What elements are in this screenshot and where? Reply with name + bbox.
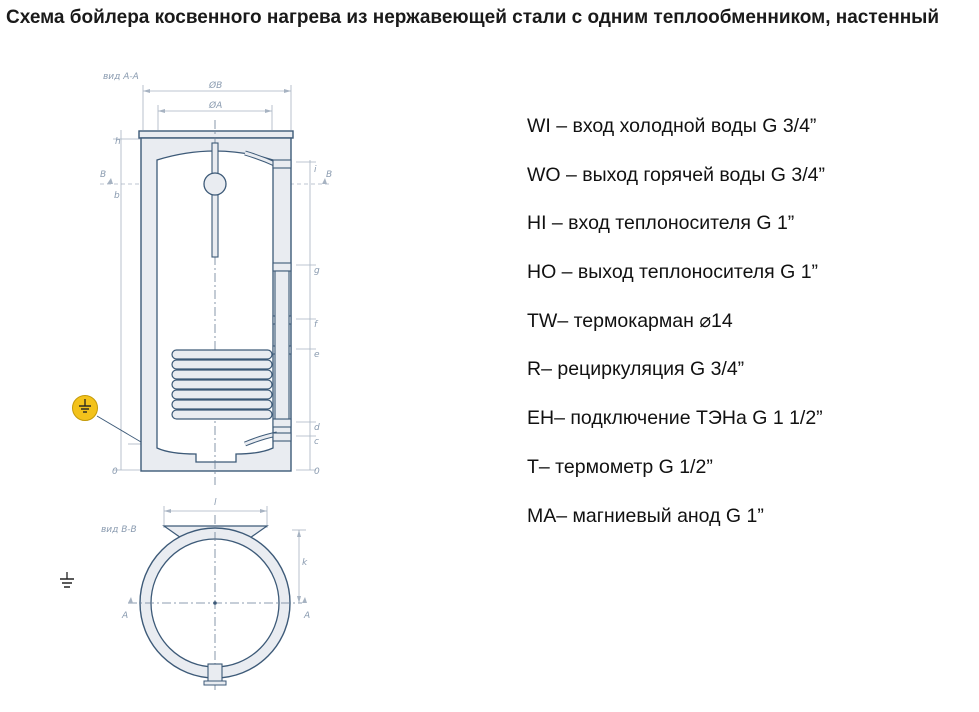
legend-item-r: R– рециркуляция G 3/4” [527,358,745,381]
dim-oa-label: ØA [209,101,223,111]
legend-item-tw: TW– термокарман ⌀14 [527,309,733,332]
page-title: Схема бойлера косвенного нагрева из нержавеющей стали с одним теплообменником, настенный [6,7,940,28]
mark-d: d [314,423,320,433]
legend-item-t: T– термометр G 1/2” [527,455,713,478]
mark-b-section-left: B [100,170,107,180]
mark-zero-right: 0 [314,467,320,477]
mark-c: c [314,437,319,447]
legend-item-wi: WI – вход холодной воды G 3/4” [527,115,817,137]
mark-g: g [314,266,320,276]
legend-item-ma: MA– магниевый анод G 1” [527,504,764,527]
mark-l: l [214,498,217,508]
legend-item-eh: EH– подключение ТЭНа G 1 1/2” [527,407,823,430]
legend-item-ho: HO – выход теплоносителя G 1” [527,261,819,284]
mark-a-left: A [122,611,129,621]
mark-a-right: A [304,611,311,621]
right-dimension-chain [290,160,332,477]
boiler-side-section [139,120,293,485]
legend-item-wo: WO – выход горячей воды G 3/4” [527,163,825,186]
mark-k: k [302,558,308,568]
mark-h: h [115,137,121,147]
mark-b-section-right: B [326,170,333,180]
mark-f: f [314,320,318,330]
mark-e: e [314,350,320,360]
mark-i: i [314,165,317,175]
view-a-label: вид А-А [103,72,139,82]
mark-b-lower: b [114,191,120,201]
ground-icon-badge [73,396,142,443]
ground-icon [60,572,74,587]
view-b-label: вид B-B [101,525,137,535]
dim-ob-label: ØB [209,81,223,91]
mark-zero-left: 0 [112,467,118,477]
connection-legend [527,114,967,552]
legend-item-hi: HI – вход теплоносителя G 1” [527,212,795,235]
diameter-dimensions [143,80,291,130]
boiler-top-view [121,498,310,690]
